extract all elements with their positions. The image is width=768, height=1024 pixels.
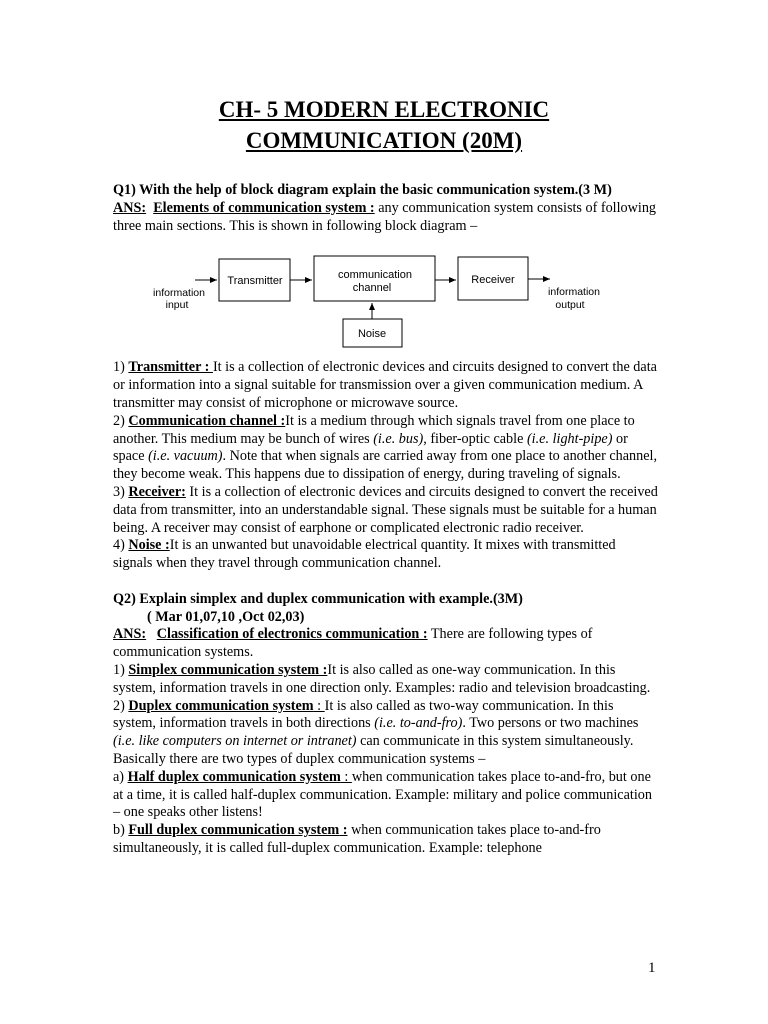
q1-answer [113, 200, 658, 236]
item-duplex [113, 698, 658, 769]
item-full-duplex [113, 822, 658, 858]
item-number: 2) [113, 412, 129, 429]
duplex-text: can communicate in this system simultaneously. Basically there are two types of duplex communication systems – [113, 733, 634, 767]
full-duplex-colon: : [339, 822, 348, 839]
channel-text: . Note that when signals are carried away from one place to another channel, they become weak. This happens due to dissipation of energy, during traveling of signals. [113, 448, 658, 483]
item-transmitter [113, 359, 658, 412]
item-number: b) [113, 822, 129, 839]
q2-answer [113, 626, 658, 662]
noise-text: It is an unwanted but unavoidable electrical quantity. It mixes with transmitted signals when they travel through communication channel. [113, 537, 616, 572]
title-line-2: COMMUNICATION (20M) [245, 128, 523, 153]
info-input-label-1: information [153, 287, 205, 299]
half-duplex-colon: : [340, 768, 352, 785]
channel-block-label-1: communication [338, 269, 412, 281]
channel-italic: (i.e. vacuum) [148, 448, 223, 465]
info-output-label-1: information [548, 286, 600, 298]
q1-ans-text: any communication system consists of following three main sections. This is shown in following block diagram – [113, 199, 657, 234]
q2-ans-heading: Classification of electronics communication : [156, 626, 428, 643]
duplex-text: . Two persons or two machines [462, 715, 639, 732]
half-duplex-heading: Half duplex communication system [127, 768, 341, 785]
noise-block-label: Noise [357, 328, 387, 340]
page-number: 1 [648, 960, 656, 976]
q1-question: Q1) With the help of block diagram explain the basic communication system.(3 M) [113, 182, 612, 198]
duplex-italic: (i.e. like computers on internet or intranet) [113, 733, 357, 750]
item-noise [113, 537, 658, 573]
transmitter-block-label: Transmitter [227, 275, 283, 287]
transmitter-text: It is a collection of electronic devices and circuits designed to convert the data or information into a signal suitable for transmission over a given communication medium. A transmitter may consist of microphone or microwave source. [113, 359, 657, 411]
channel-text: or space [113, 430, 628, 465]
receiver-text: It is a collection of electronic devices and circuits designed to convert the received data from transmitter, into an understandable signal. These signals must be suitable for a human being. A receiver may consist of earphone or complicated electronic radio receiver. [113, 483, 658, 536]
item-half-duplex [113, 769, 658, 822]
info-input-label-2: input [165, 299, 189, 311]
full-duplex-text: when communication takes place to-and-fro simultaneously, it is called full-duplex communication. Example: telephone [113, 822, 601, 856]
receiver-heading: Receiver: [128, 483, 186, 500]
duplex-heading: Duplex communication system [128, 697, 314, 714]
item-number: 2) [113, 697, 129, 714]
title-line-1: CH- 5 MODERN ELECTRONIC [218, 97, 550, 122]
channel-heading: Communication channel : [128, 412, 286, 429]
q1-ans-heading: Elements of communication system : [153, 199, 375, 216]
duplex-colon: : [313, 697, 325, 714]
half-duplex-text: when communication takes place to-and-fro, but one at a time, it is called half-duplex communication. Example: military and police communication – one speaks other listens! [113, 768, 652, 821]
duplex-text: It is also called as two-way communication. In this system, information travels in both directions [113, 697, 614, 732]
channel-italic: (i.e. bus) [373, 430, 424, 447]
channel-italic: (i.e. light-pipe) [526, 430, 613, 447]
q2-dates: ( Mar 01,07,10 ,Oct 02,03) [147, 608, 305, 625]
item-receiver [113, 484, 658, 537]
item-number: 1) [113, 661, 129, 678]
noise-heading: Noise : [128, 537, 170, 554]
q2-ans-label: ANS: [113, 626, 147, 643]
info-output-label-2: output [555, 299, 585, 311]
duplex-italic: (i.e. to-and-fro) [374, 715, 463, 732]
simplex-text: It is also called as one-way communication. In this system, information travels in one direction only. Examples: radio and television broadcasting. [113, 661, 651, 696]
channel-block-label-2: channel [352, 282, 392, 294]
q2-ans-text: There are following types of communication systems. [113, 626, 593, 661]
item-number: a) [113, 768, 128, 785]
transmitter-heading: Transmitter : [128, 359, 213, 376]
item-number: 4) [113, 537, 129, 554]
channel-text: It is a medium through which signals travel from one place to another. This medium may be bunch of wires [113, 412, 635, 447]
simplex-heading: Simplex communication system : [128, 661, 328, 678]
q1-ans-label: ANS: [113, 199, 147, 216]
item-number: 3) [113, 483, 129, 500]
item-simplex [113, 662, 658, 698]
block-diagram [113, 244, 658, 356]
q2-question: Q2) Explain simplex and duplex communication with example.(3M) [113, 590, 523, 607]
channel-text: , fiber-optic cable [423, 430, 527, 447]
full-duplex-heading: Full duplex communication system [128, 822, 340, 839]
item-channel [113, 413, 658, 484]
page-title [0, 94, 768, 156]
receiver-block-label: Receiver [471, 274, 515, 286]
item-number: 1) [113, 359, 129, 376]
block-diagram-svg [113, 244, 658, 356]
